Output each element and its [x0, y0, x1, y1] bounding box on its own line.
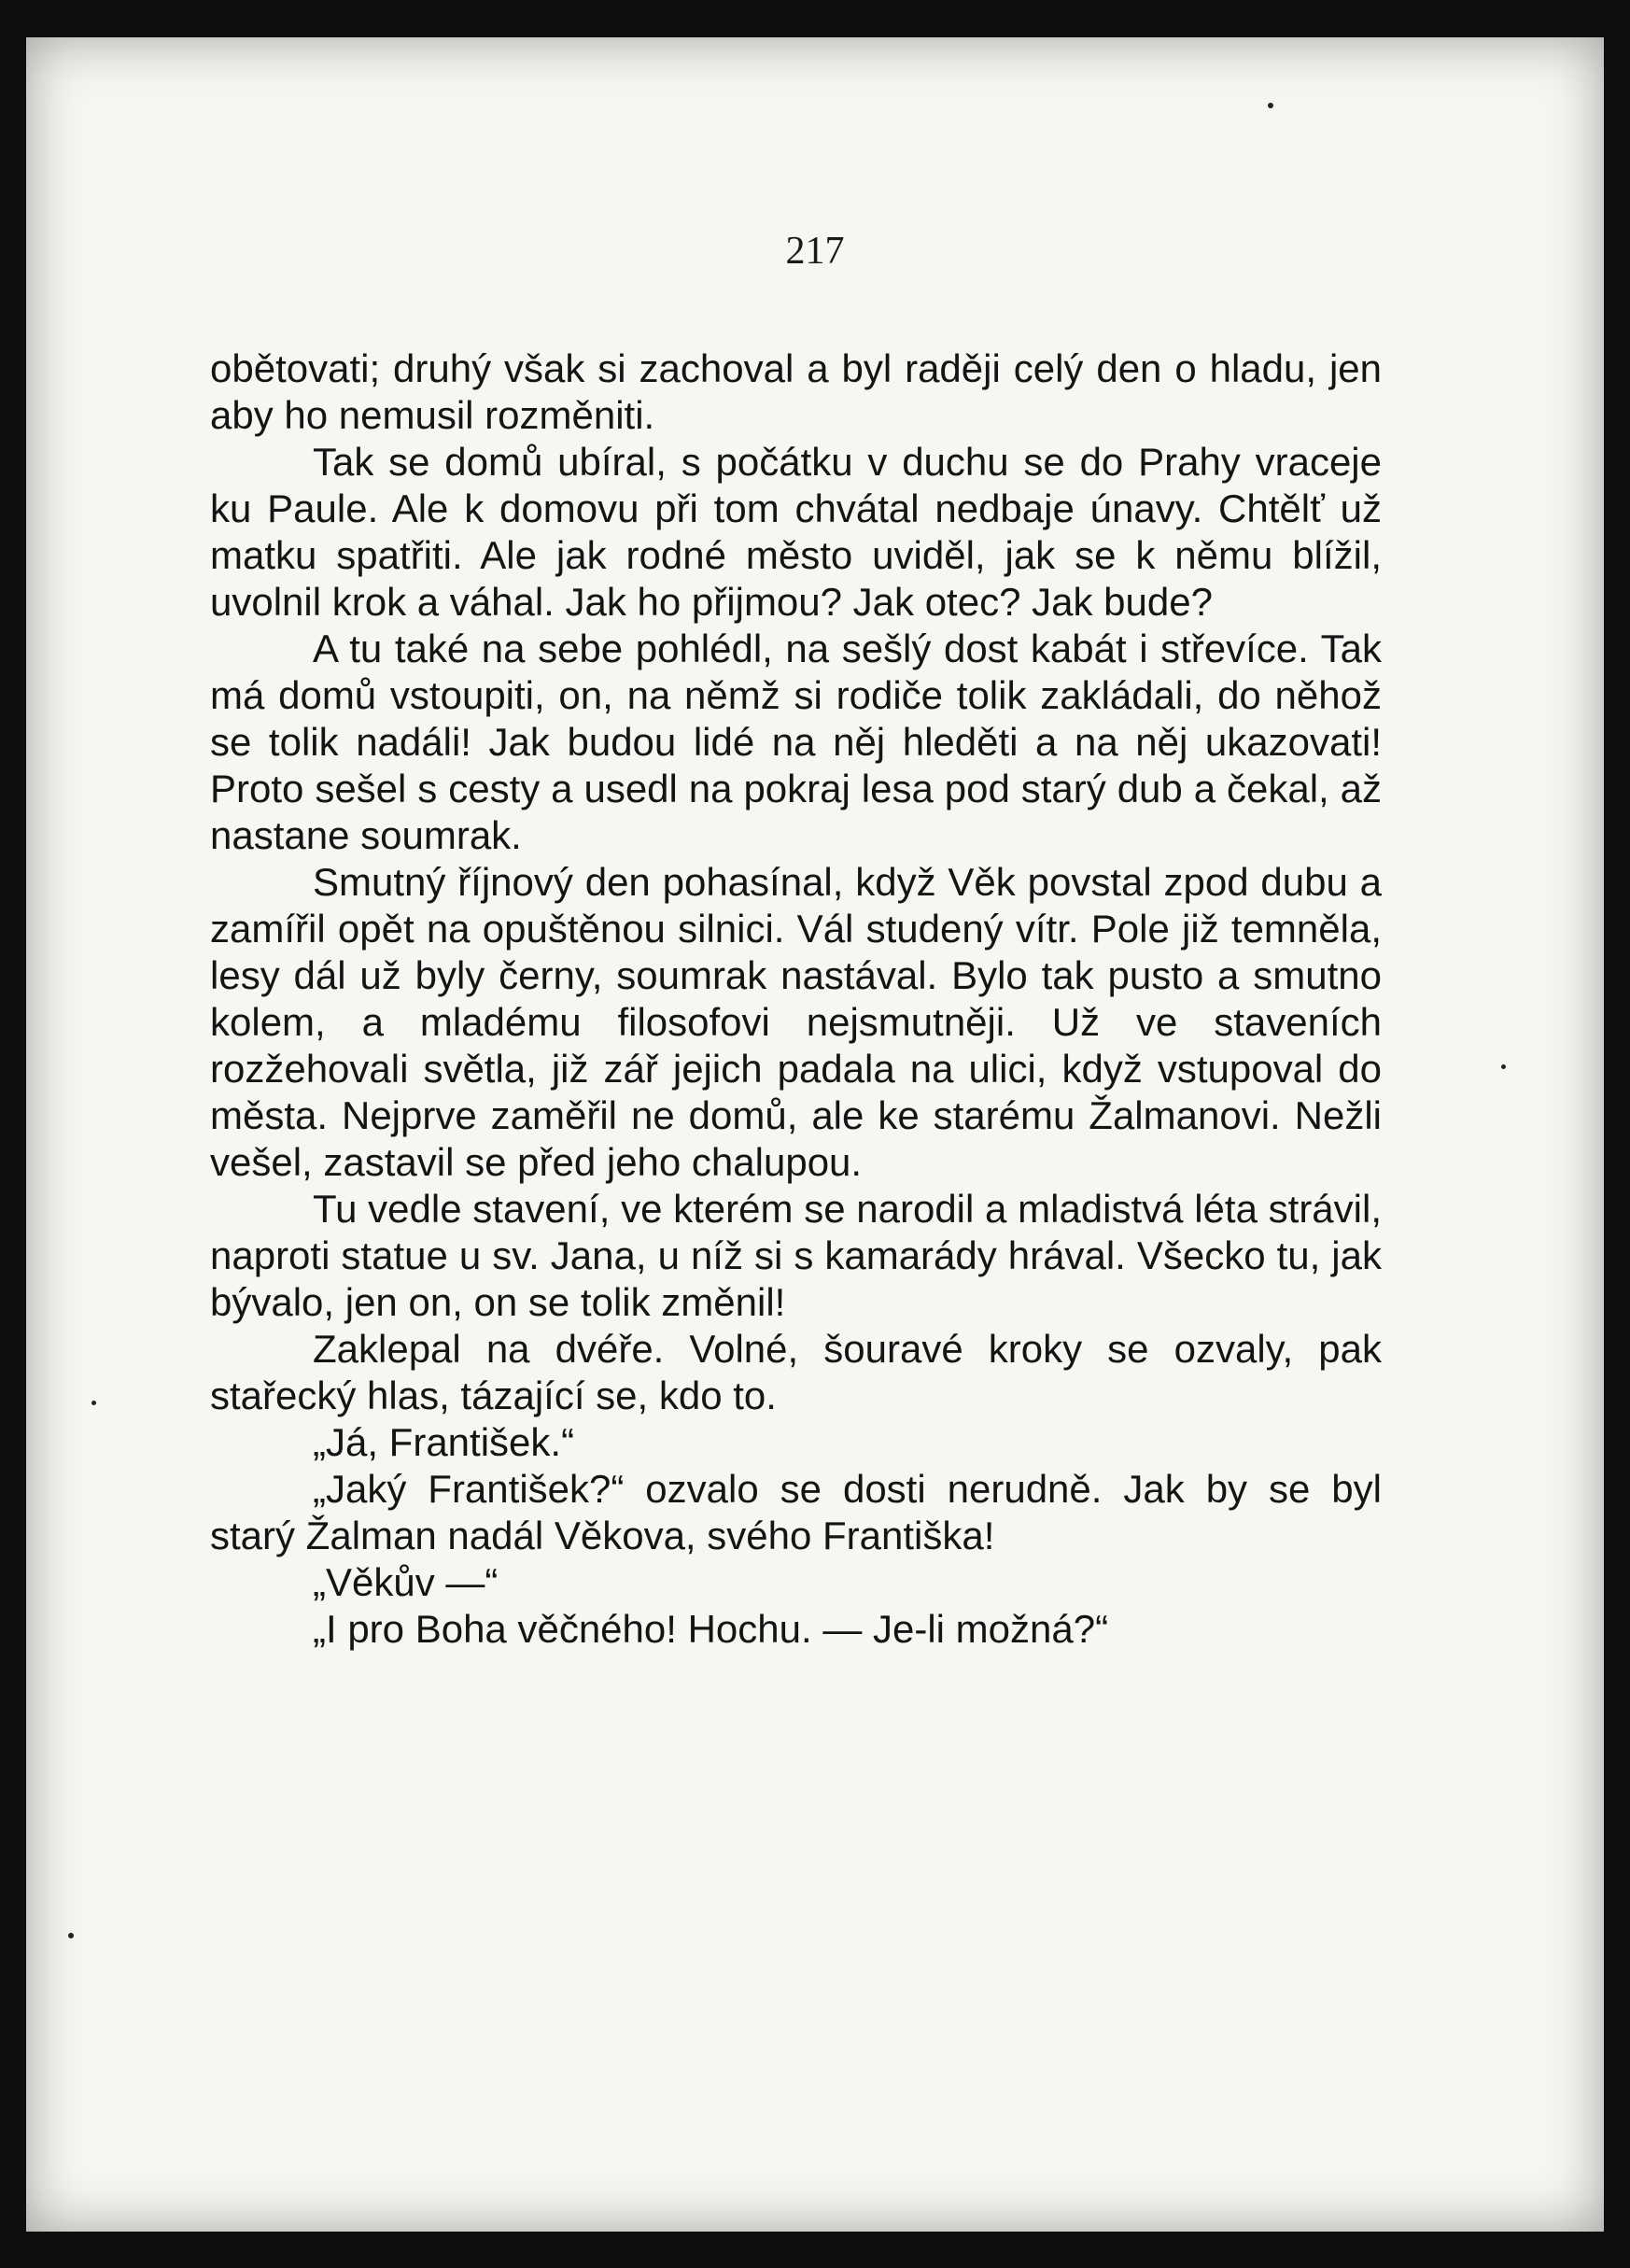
page-number: 217	[785, 230, 845, 273]
book-page	[26, 37, 1604, 2232]
print-speck	[91, 1401, 96, 1405]
paragraph: Zaklepal na dvéře. Volné, šouravé kroky se ozvaly, pak stařecký hlas, tázající se, kdo to.	[210, 1327, 1382, 1417]
dialog-line: „Já, František.“	[313, 1420, 575, 1464]
paragraph: A tu také na sebe pohlédl, na sešlý dost kabát i střevíce. Tak má domů vstoupiti, on, na němž si rodiče tolik zakládali, do něhož se tolik nadáli! Jak budou lidé na něj hleděti a na něj ukazovati! Proto sešel s cesty a usedl na pokraj lesa pod starý dub a čekal, až nastane soumrak.	[210, 627, 1382, 857]
print-speck	[1268, 103, 1273, 108]
body-text	[210, 345, 1382, 1653]
print-speck	[1501, 1064, 1506, 1069]
print-speck	[68, 1933, 74, 1938]
paragraph: Tak se domů ubíral, s počátku v duchu se do Prahy vraceje ku Paule. Ale k domovu při tom chvátal nedbaje únavy. Chtělť už matku spatřiti. Ale jak rodné město uviděl, jak se k němu blížil, uvolnil krok a váhal. Jak ho přijmou? Jak otec? Jak bude?	[210, 440, 1382, 624]
paragraph: obětovati; druhý však si zachoval a byl raději celý den o hladu, jen aby ho nemusil rozměniti.	[210, 346, 1382, 437]
paragraph: Smutný říjnový den pohasínal, když Věk povstal zpod dubu a zamířil opět na opuštěnou silnici. Vál studený vítr. Pole již temněla, lesy dál už byly černy, soumrak nastával. Bylo tak pusto a smutno kolem, a mladému filosofovi nejsmutněji. Už ve staveních rozžehovali světla, již zář jejich padala na ulici, když vstupoval do města. Nejprve zaměřil ne domů, ale ke starému Žalmanovi. Nežli vešel, zastavil se před jeho chalupou.	[210, 860, 1382, 1184]
paragraph: „Jaký František?“ ozvalo se dosti nerudně. Jak by se byl starý Žalman nadál Věkova, svého Františka!	[210, 1467, 1382, 1557]
dialog-line: „Věkův —“	[313, 1560, 499, 1604]
dialog-line: „I pro Boha věčného! Hochu. — Je-li možná?“	[313, 1607, 1109, 1651]
paragraph: Tu vedle stavení, ve kterém se narodil a mladistvá léta strávil, naproti statue u sv. Jana, u níž si s kamarády hrával. Všecko tu, jak bývalo, jen on, on se tolik změnil!	[210, 1187, 1382, 1324]
